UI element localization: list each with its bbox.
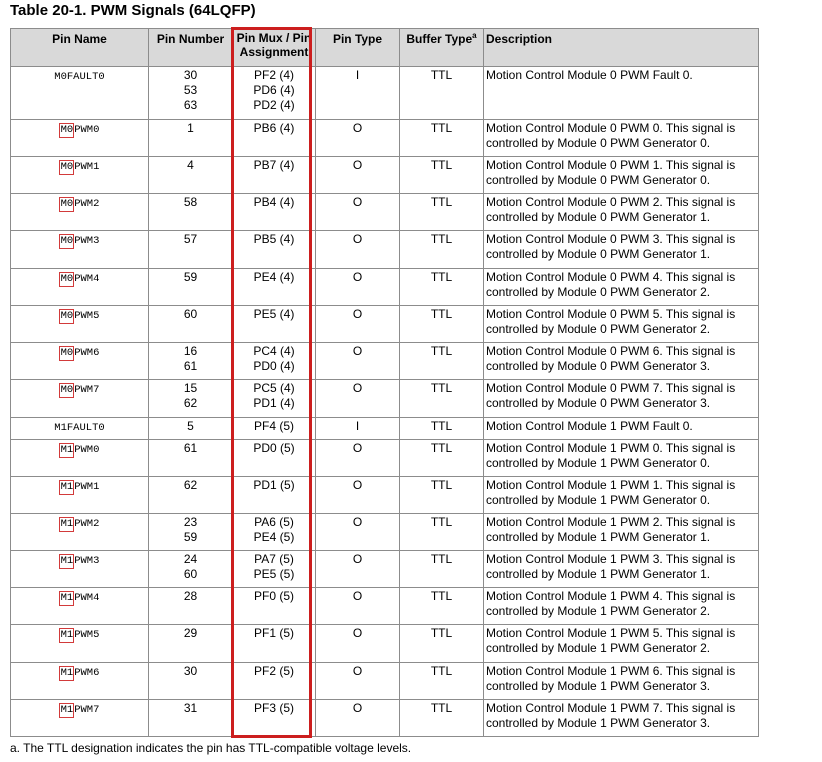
description-cell: Motion Control Module 1 PWM 6. This signal is controlled by Module 1 PWM Generator 3. [484,663,759,700]
pin-mux-cell: PC4 (4) PD0 (4) [233,343,316,380]
pin-number-cell: 29 [149,625,233,663]
pin-number-cell: 28 [149,588,233,625]
header-pin-mux: Pin Mux / Pin Assignment [233,29,316,67]
description-cell: Motion Control Module 1 PWM 7. This signal is controlled by Module 1 PWM Generator 3. [484,700,759,737]
pin-name-cell [11,700,149,737]
description-cell: Motion Control Module 0 PWM Fault 0. [484,67,759,120]
pin-type-cell: O [316,380,400,418]
pin-name-module-prefix: M0 [60,161,74,173]
buffer-type-cell: TTL [400,625,484,663]
pin-name-cell [11,663,149,700]
pin-name-cell [11,120,149,157]
pin-name-module-prefix: M0 [60,124,74,136]
footnote-marker: a [472,31,477,40]
buffer-type-cell: TTL [400,120,484,157]
header-buffer-type-label: Buffer Type [406,32,473,46]
buffer-type-cell: TTL [400,231,484,269]
pin-name-module-prefix: M1 [60,444,74,456]
pin-type-cell: O [316,194,400,231]
pin-name-module-prefix: M0 [60,235,74,247]
pin-type-cell: O [316,477,400,514]
pin-type-cell: O [316,663,400,700]
pin-name-cell [11,380,149,418]
pin-name-text: M1FAULT0 [54,422,105,434]
pin-name-cell [11,194,149,231]
pin-name-module-prefix: M0 [60,347,74,359]
pin-number-cell: 59 [149,269,233,306]
description-cell: Motion Control Module 1 PWM Fault 0. [484,418,759,440]
pin-number-cell: 60 [149,306,233,343]
description-cell: Motion Control Module 1 PWM 3. This signal is controlled by Module 1 PWM Generator 1. [484,551,759,588]
pin-number-cell: 1 [149,120,233,157]
buffer-type-cell: TTL [400,588,484,625]
footnote: a. The TTL designation indicates the pin has TTL-compatible voltage levels. [10,741,412,755]
pin-name-module-prefix: M0 [60,273,74,285]
buffer-type-cell: TTL [400,700,484,737]
pin-name-module-prefix: M1 [60,555,74,567]
buffer-type-cell: TTL [400,514,484,551]
pin-mux-cell: PD1 (5) [233,477,316,514]
pin-name-text: PWM6 [74,347,100,359]
pin-number-cell: 23 59 [149,514,233,551]
pin-name-text: PWM5 [74,629,100,641]
pin-name-text: PWM3 [74,555,100,567]
pin-number-cell: 58 [149,194,233,231]
buffer-type-cell: TTL [400,418,484,440]
pin-type-cell: O [316,514,400,551]
pin-number-cell: 61 [149,440,233,477]
table-row [11,477,759,514]
description-cell: Motion Control Module 1 PWM 5. This signal is controlled by Module 1 PWM Generator 2. [484,625,759,663]
pwm-signals-table [10,28,759,737]
buffer-type-cell: TTL [400,380,484,418]
pin-name-cell [11,418,149,440]
pin-name-text: PWM6 [74,667,100,679]
table-row [11,157,759,194]
description-cell: Motion Control Module 1 PWM 4. This signal is controlled by Module 1 PWM Generator 2. [484,588,759,625]
pin-number-cell: 4 [149,157,233,194]
pin-name-module-prefix: M1 [60,667,74,679]
pin-name-cell [11,625,149,663]
pin-mux-cell: PF1 (5) [233,625,316,663]
pin-name-text: PWM4 [74,592,100,604]
pin-type-cell: O [316,551,400,588]
pin-type-cell: O [316,343,400,380]
pin-name-module-prefix: M0 [60,384,74,396]
pin-name-cell [11,269,149,306]
buffer-type-cell: TTL [400,477,484,514]
table-title: Table 20-1. PWM Signals (64LQFP) [10,2,256,19]
pin-mux-cell: PE4 (4) [233,269,316,306]
buffer-type-cell: TTL [400,343,484,380]
pin-name-text: PWM1 [74,161,100,173]
pin-type-cell: O [316,231,400,269]
table-row [11,588,759,625]
pin-name-text: PWM4 [74,273,100,285]
pin-number-cell: 30 53 63 [149,67,233,120]
description-cell: Motion Control Module 0 PWM 5. This signal is controlled by Module 0 PWM Generator 2. [484,306,759,343]
buffer-type-cell: TTL [400,440,484,477]
pin-type-cell: O [316,120,400,157]
pin-name-module-prefix: M1 [60,518,74,530]
pin-number-cell: 57 [149,231,233,269]
pin-number-cell: 16 61 [149,343,233,380]
pin-name-cell [11,551,149,588]
pin-mux-cell: PB6 (4) [233,120,316,157]
description-cell: Motion Control Module 1 PWM 1. This signal is controlled by Module 1 PWM Generator 0. [484,477,759,514]
buffer-type-cell: TTL [400,306,484,343]
pin-number-cell: 15 62 [149,380,233,418]
table-row [11,231,759,269]
pin-name-module-prefix: M0 [60,198,74,210]
table-row [11,418,759,440]
buffer-type-cell: TTL [400,269,484,306]
pin-mux-cell: PF4 (5) [233,418,316,440]
table-row [11,343,759,380]
pin-number-cell: 24 60 [149,551,233,588]
description-cell: Motion Control Module 0 PWM 3. This signal is controlled by Module 0 PWM Generator 1. [484,231,759,269]
table-row [11,514,759,551]
pin-name-module-prefix: M1 [60,592,74,604]
table-row [11,625,759,663]
pin-type-cell: O [316,306,400,343]
pin-number-cell: 62 [149,477,233,514]
header-pin-number: Pin Number [149,29,233,67]
description-cell: Motion Control Module 0 PWM 7. This signal is controlled by Module 0 PWM Generator 3. [484,380,759,418]
pin-mux-cell: PD0 (5) [233,440,316,477]
table-row [11,120,759,157]
pin-mux-cell: PF0 (5) [233,588,316,625]
pin-name-text: PWM0 [74,444,100,456]
pin-name-module-prefix: M1 [60,704,74,716]
pin-name-text: PWM2 [74,198,100,210]
buffer-type-cell: TTL [400,67,484,120]
pin-name-cell [11,477,149,514]
pin-number-cell: 31 [149,700,233,737]
header-description: Description [484,29,759,67]
pin-mux-cell: PF2 (4) PD6 (4) PD2 (4) [233,67,316,120]
pin-name-cell [11,343,149,380]
pin-name-text: PWM5 [74,310,100,322]
description-cell: Motion Control Module 0 PWM 4. This signal is controlled by Module 0 PWM Generator 2. [484,269,759,306]
pin-name-cell [11,231,149,269]
buffer-type-cell: TTL [400,551,484,588]
pin-name-cell [11,514,149,551]
table-row [11,67,759,120]
pin-name-module-prefix: M1 [60,629,74,641]
description-cell: Motion Control Module 0 PWM 2. This signal is controlled by Module 0 PWM Generator 1. [484,194,759,231]
pin-name-text: PWM0 [74,124,100,136]
pin-mux-cell: PB7 (4) [233,157,316,194]
buffer-type-cell: TTL [400,663,484,700]
pin-name-text: PWM2 [74,518,100,530]
table-row [11,194,759,231]
pin-number-cell: 30 [149,663,233,700]
pin-name-text: PWM3 [74,235,100,247]
description-cell: Motion Control Module 1 PWM 2. This signal is controlled by Module 1 PWM Generator 1. [484,514,759,551]
pin-name-cell [11,440,149,477]
table-row [11,269,759,306]
pin-name-text: M0FAULT0 [54,71,105,83]
header-pin-type: Pin Type [316,29,400,67]
pin-type-cell: O [316,157,400,194]
pin-mux-cell: PE5 (4) [233,306,316,343]
description-cell: Motion Control Module 0 PWM 6. This signal is controlled by Module 0 PWM Generator 3. [484,343,759,380]
pin-mux-cell: PF2 (5) [233,663,316,700]
pin-mux-cell: PF3 (5) [233,700,316,737]
pin-type-cell: I [316,418,400,440]
pin-mux-cell: PA7 (5) PE5 (5) [233,551,316,588]
pin-name-cell [11,306,149,343]
pin-name-cell [11,157,149,194]
pin-type-cell: I [316,67,400,120]
pin-type-cell: O [316,269,400,306]
description-cell: Motion Control Module 0 PWM 0. This signal is controlled by Module 0 PWM Generator 0. [484,120,759,157]
pin-name-text: PWM7 [74,704,100,716]
table-row [11,551,759,588]
pin-name-text: PWM1 [74,481,100,493]
description-cell: Motion Control Module 1 PWM 0. This signal is controlled by Module 1 PWM Generator 0. [484,440,759,477]
pin-name-module-prefix: M0 [60,310,74,322]
table-row [11,380,759,418]
pin-name-module-prefix: M1 [60,481,74,493]
table-row [11,663,759,700]
table-row [11,306,759,343]
description-cell: Motion Control Module 0 PWM 1. This signal is controlled by Module 0 PWM Generator 0. [484,157,759,194]
table-body [11,67,759,737]
pin-type-cell: O [316,440,400,477]
table-row [11,700,759,737]
pin-mux-cell: PB4 (4) [233,194,316,231]
pin-mux-cell: PC5 (4) PD1 (4) [233,380,316,418]
pin-number-cell: 5 [149,418,233,440]
pin-name-cell [11,588,149,625]
header-pin-name: Pin Name [11,29,149,67]
pin-mux-cell: PB5 (4) [233,231,316,269]
pin-mux-cell: PA6 (5) PE4 (5) [233,514,316,551]
buffer-type-cell: TTL [400,194,484,231]
header-buffer-type [400,29,484,67]
buffer-type-cell: TTL [400,157,484,194]
pin-type-cell: O [316,700,400,737]
pin-name-text: PWM7 [74,384,100,396]
table-row [11,440,759,477]
pin-type-cell: O [316,625,400,663]
header-row [11,29,759,67]
pin-type-cell: O [316,588,400,625]
pin-name-cell [11,67,149,120]
